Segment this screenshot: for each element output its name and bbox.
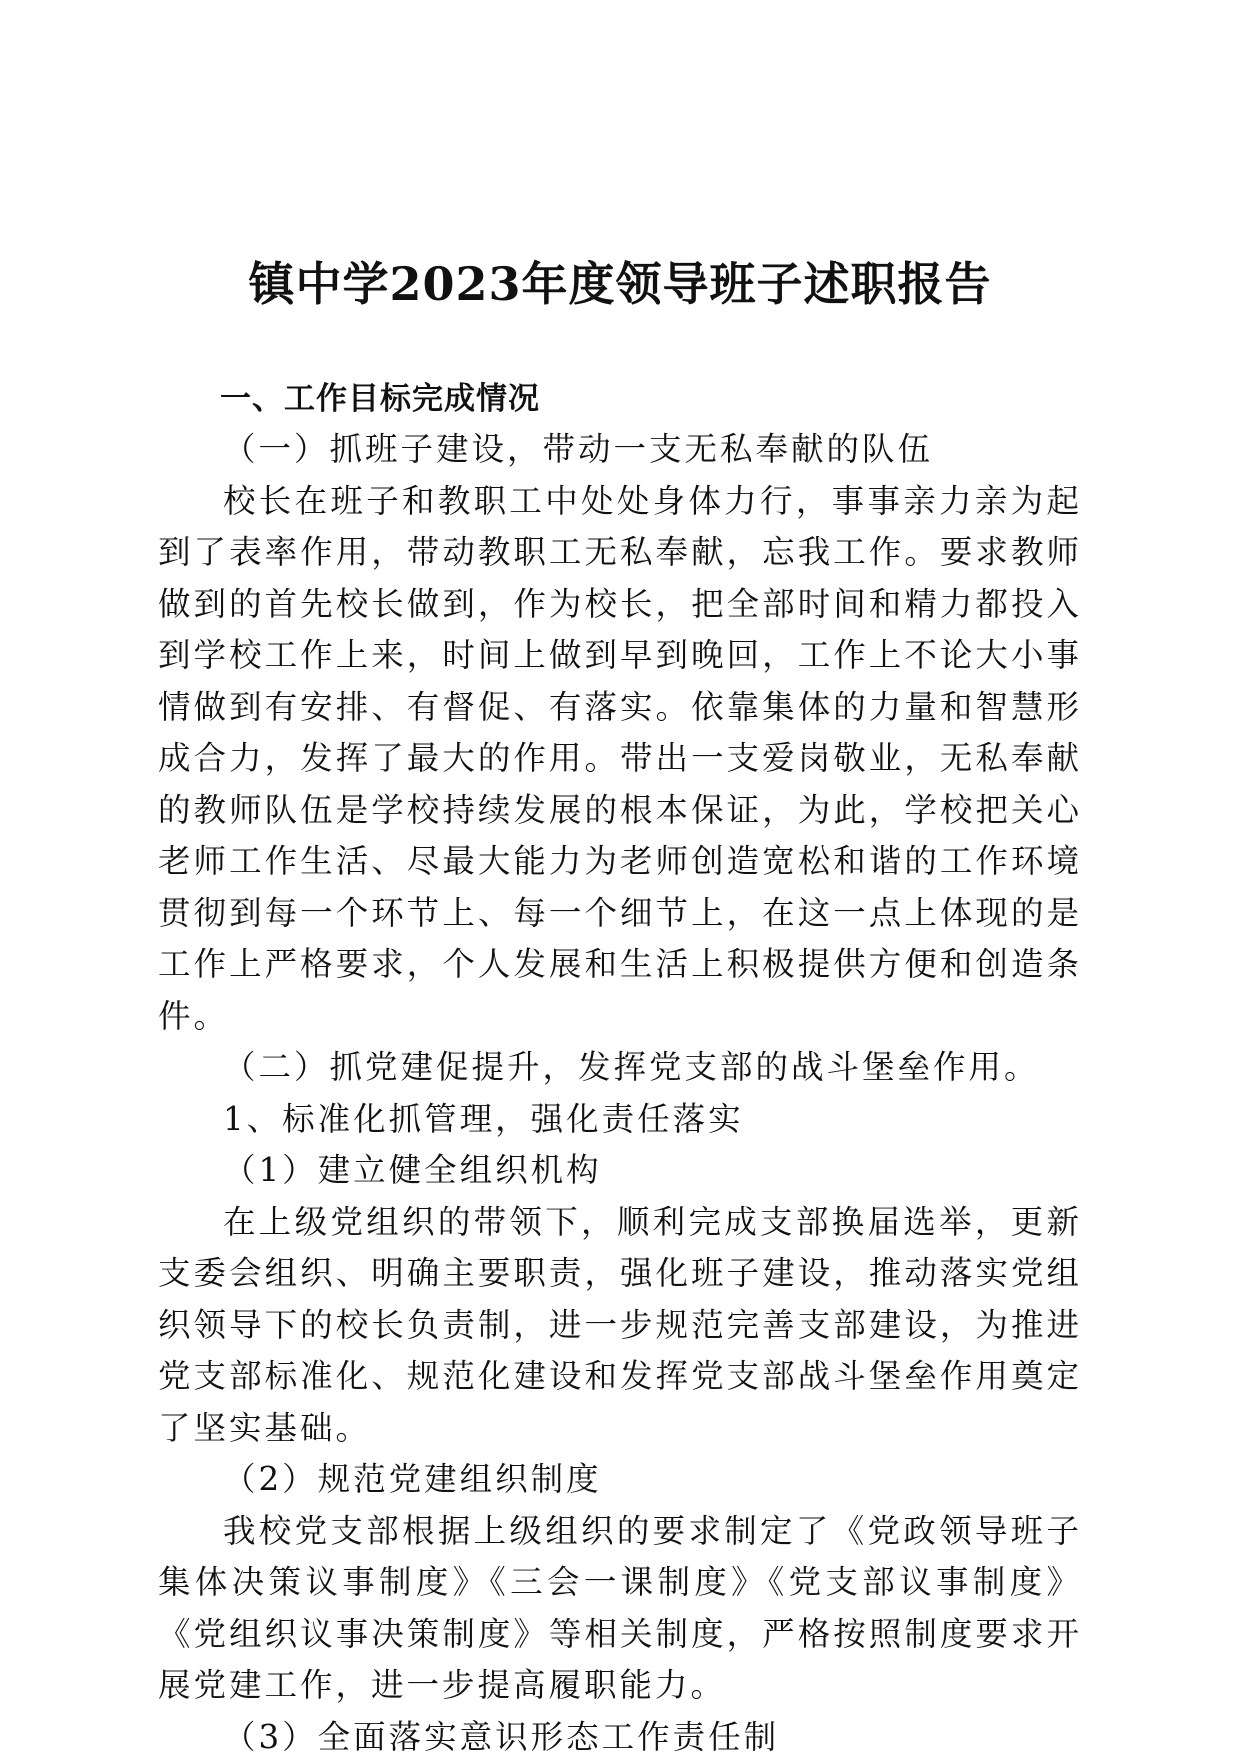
item-subheading: （1）建立健全组织机构 (158, 1145, 1082, 1197)
paragraph: 校长在班子和教职工中处处身体力行，事事亲力亲为起到了表率作用，带动教职工无私奉献，忘我工作。要求教师做到的首先校长做到，作为校长，把全部时间和精力都投入到学校工作上来，时间上做到早到晚回，工作上不论大小事情做到有安排、有督促、有落实。依靠集体的力量和智慧形成合力，发挥了最大的作用。带出一支爱岗敬业，无私奉献的教师队伍是学校持续发展的根本保证，为此，学校把关心老师工作生活、尽最大能力为老师创造宽松和谐的工作环境贯彻到每一个环节上、每一个细节上，在这一点上体现的是工作上严格要求，个人发展和生活上积极提供方便和创造条件。 (158, 476, 1082, 1043)
paragraph: 在上级党组织的带领下，顺利完成支部换届选举，更新支委会组织、明确主要职责，强化班子建设，推动落实党组织领导下的校长负责制，进一步规范完善支部建设，为推进党支部标准化、规范化建设和发挥党支部战斗堡垒作用奠定了坚实基础。 (158, 1197, 1082, 1455)
item-subheading: （2）规范党建组织制度 (158, 1454, 1082, 1506)
document-title: 镇中学2023年度领导班子述职报告 (0, 252, 1240, 316)
section-heading: 一、工作目标完成情况 (158, 378, 1082, 420)
item-subheading: （3）全面落实意识形态工作责任制 (158, 1712, 1082, 1763)
item-heading: 1、标准化抓管理，强化责任落实 (158, 1094, 1082, 1146)
paragraph: 我校党支部根据上级组织的要求制定了《党政领导班子集体决策议事制度》《三会一课制度》《党支部议事制度》《党组织议事决策制度》等相关制度，严格按照制度要求开展党建工作，进一步提高履职能力。 (158, 1506, 1082, 1712)
subsection-heading: （一）抓班子建设，带动一支无私奉献的队伍 (158, 424, 1082, 476)
document-body (158, 378, 1082, 1763)
subsection-heading: （二）抓党建促提升，发挥党支部的战斗堡垒作用。 (158, 1042, 1082, 1094)
